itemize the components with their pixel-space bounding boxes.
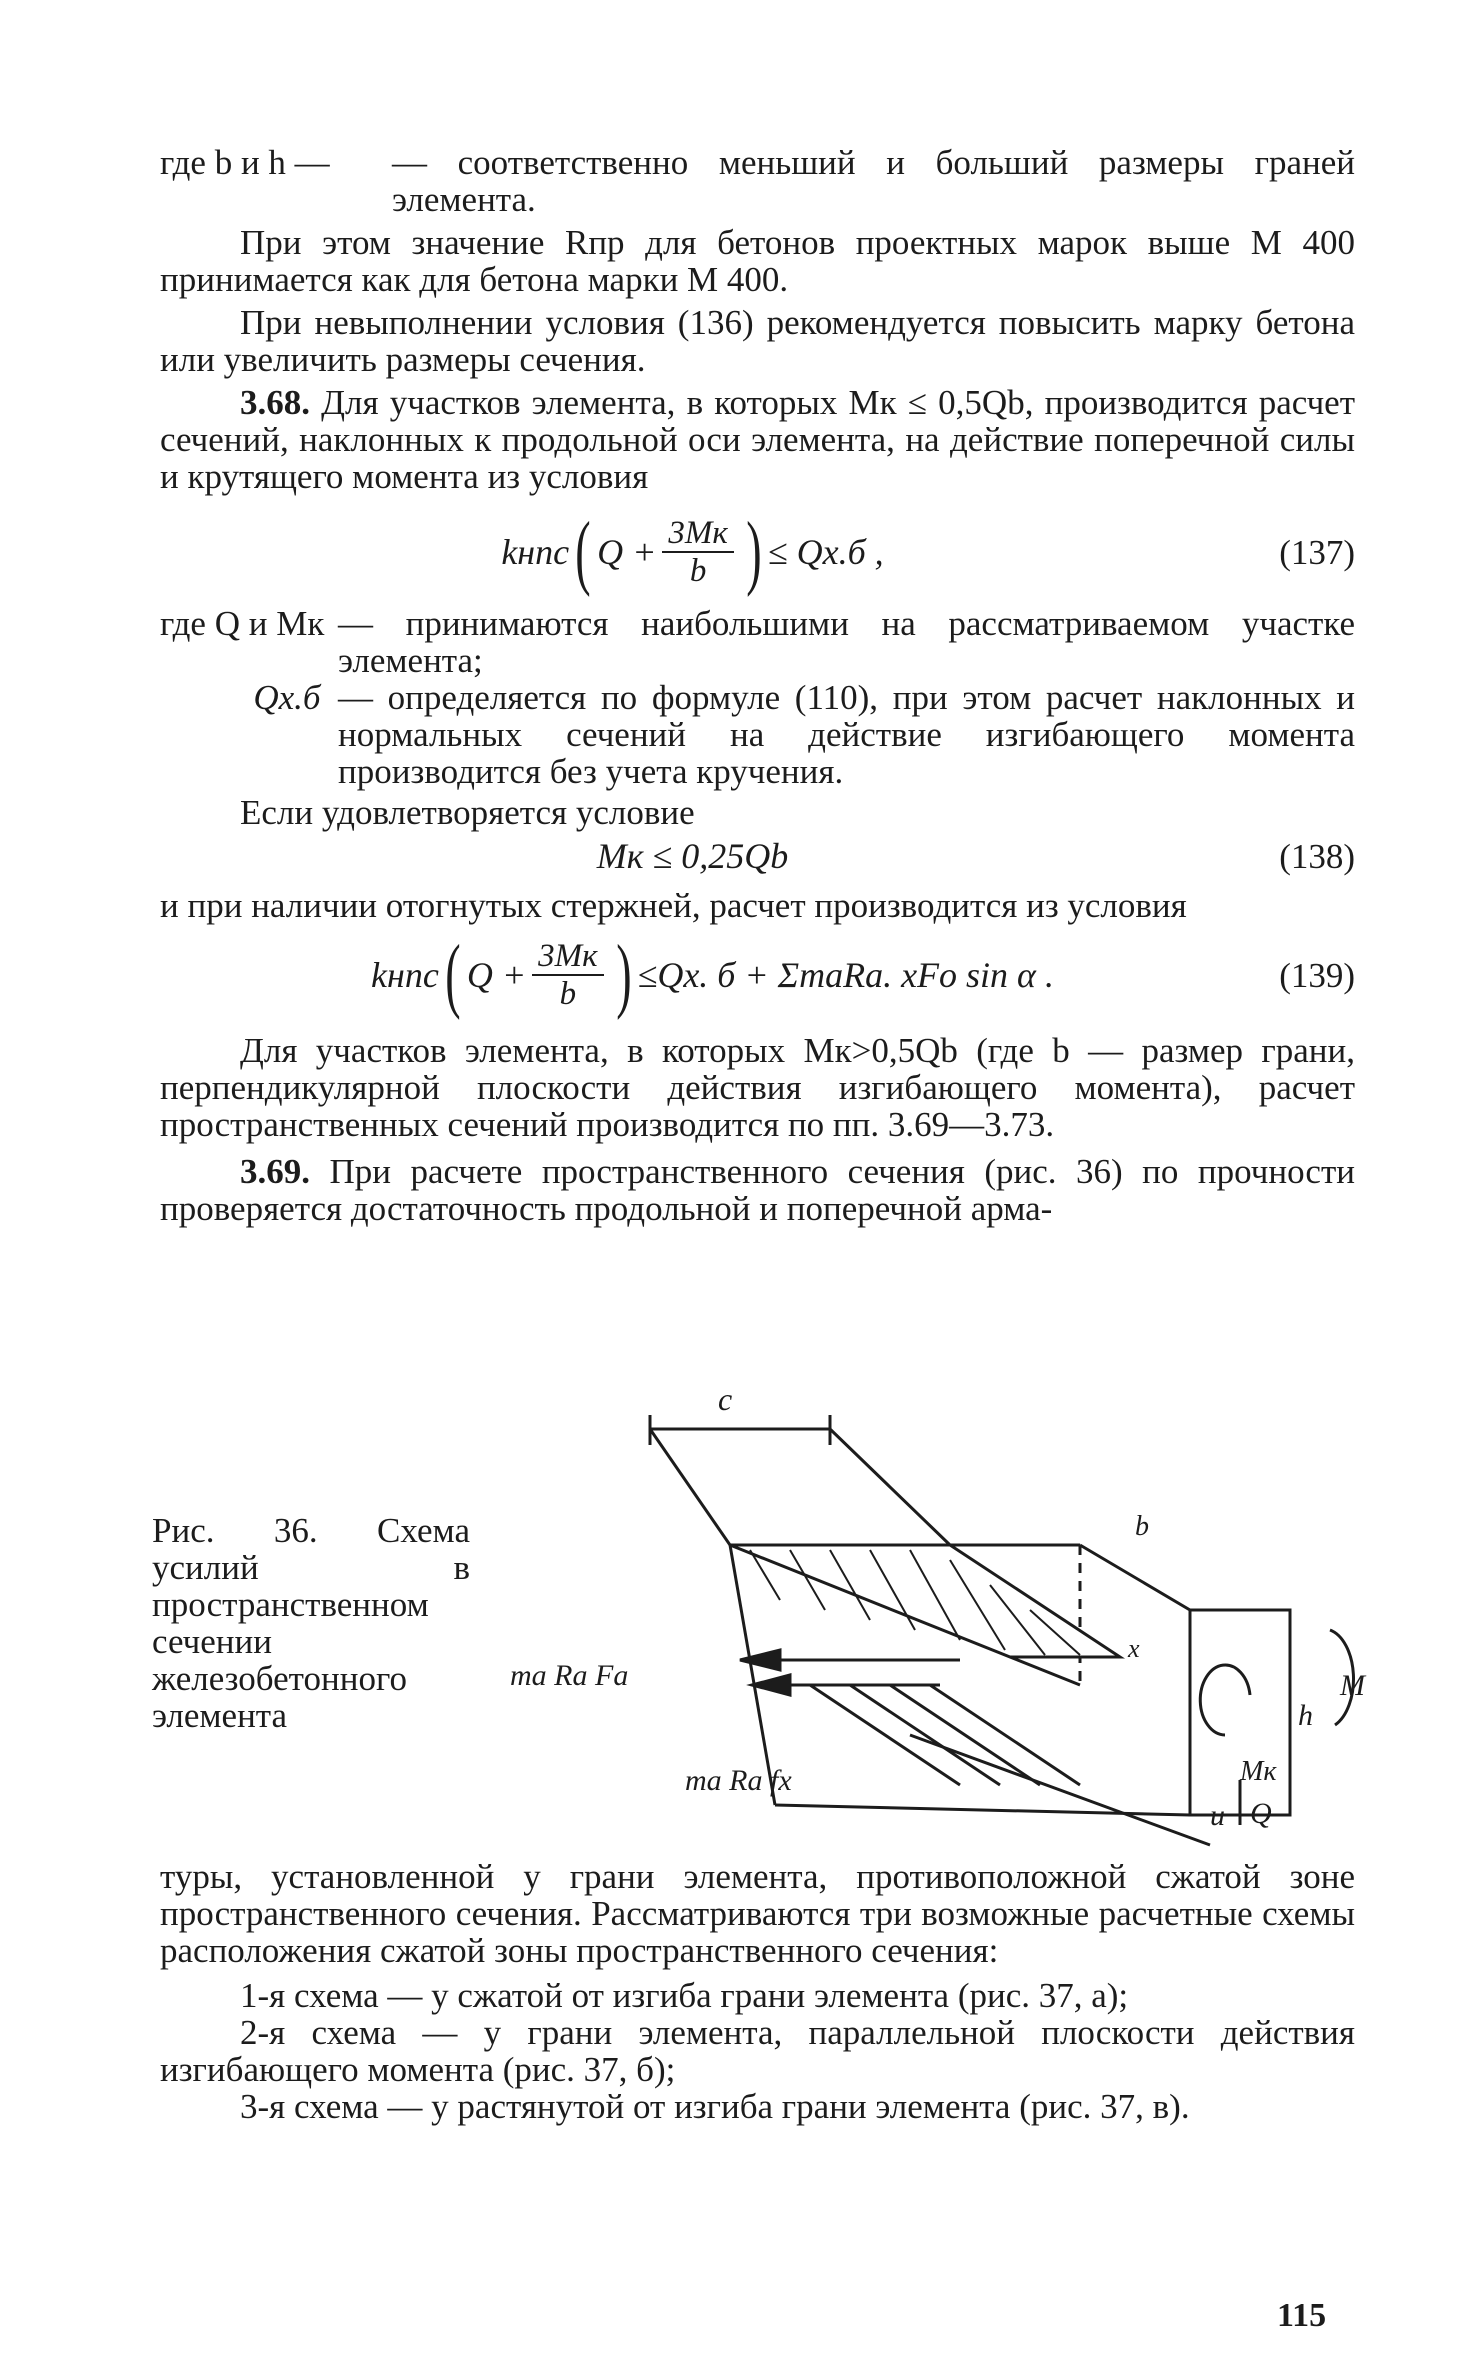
right-paren: ) [746,505,762,598]
scheme-2: 2-я схема — у грани элемента, параллельной плоскости действия изгибающего момента (рис. 37, б); [160,2013,1355,2089]
definition-text: — соответственно меньший и больший размеры граней элемента. [392,143,1355,219]
page-number: 115 [1277,2297,1327,2334]
label-x: x [1128,1634,1140,1663]
section-edge [1010,1657,1080,1685]
clause-number: 3.69. [240,1152,310,1191]
paragraph-spatial-sections: Для участков элемента, в которых Mк>0,5Qb (где b — размер грани, перпендикулярной плоскости действия изгибающего момента), расчет пространственных сечений производится по пп. 3.69—3.73. [160,1031,1355,1144]
fraction-denominator: b [559,976,577,1012]
text-column-lower [160,1858,1355,2125]
equation-number: (138) [1279,836,1355,876]
paragraph-condition-136: При невыполнении условия (136) рекомендуется повысить марку бетона или увеличить размеры сечения. [160,303,1355,379]
left-paren: ( [445,928,461,1021]
paragraph-3-69 [160,1153,1355,1227]
scheme-3: 3-я схема — у растянутой от изгиба грани элемента (рис. 37, в). [240,2087,1190,2126]
fraction-numerator: 3Mк [662,515,733,553]
definition-text: — принимаются наибольшими на рассматриваемом участке элемента; [338,604,1355,680]
definition-b-h [160,144,1355,218]
label-u: u [1210,1799,1225,1832]
definition-label: где b и h — [160,143,330,182]
fraction-denominator: b [689,553,707,589]
clause-text: Для участков элемента, в которых Mк ≤ 0,5Qb, производится расчет сечений, наклонных к продольной оси элемента, на действие поперечной силы и крутящего момента из условия [160,383,1356,496]
label-m: M [1340,1669,1365,1702]
block-edge [650,1429,730,1545]
label-c: c [718,1381,733,1417]
figure-caption: Рис. 36. Схема усилий в пространственном сечении железобетонного элемента [152,1511,470,1735]
fraction [532,938,603,1012]
definition-symbol: Qх.б [253,678,321,717]
formula-139 [160,928,1355,1022]
definition-qxb [160,679,1355,790]
definition-label: где Q и Mк [160,604,325,643]
u-axis-line [910,1735,1210,1845]
formula-right-side: ≤ Qх.б , [767,531,884,572]
formula-term: Q + [466,954,527,995]
label-ma-ra-fx: mа Rа fх [685,1764,792,1797]
clause-text: При расчете пространственного сечения (рис. 36) по прочности проверяется достаточность продольной и поперечной арма- [160,1152,1355,1228]
label-mk: Mк [1240,1756,1277,1787]
definition-label [160,679,338,716]
fraction [662,515,733,589]
compression-zone [730,1545,1120,1657]
equation-number: (137) [1279,532,1355,572]
scheme-1: 1-я схема — у сжатой от изгиба грани элемента (рис. 37, а); [240,1976,1129,2015]
formula-term: Q + [597,531,657,572]
torque-arrow [1200,1665,1250,1735]
formula-137 [160,505,1355,599]
label-h: h [1298,1699,1313,1732]
block-top-right [1080,1545,1290,1610]
text-column [160,144,1355,1227]
stirrups [810,1685,1080,1785]
fraction-numerator: 3Mк [532,938,603,976]
formula-coefficient: kнnc [371,954,439,995]
label-b: b [1135,1511,1149,1542]
paragraph-rpr: При этом значение Rпр для бетонов проектных марок выше М 400 принимается как для бетона марки М 400. [160,223,1355,299]
equation-number: (139) [1279,955,1355,995]
formula-right-side: ≤Qх. б + ΣmаRа. хFо sin α . [637,954,1054,995]
paragraph-3-68 [160,384,1355,495]
definition-q-mk [160,605,1355,679]
paragraph-bent-bars: и при наличии отогнутых стержней, расчет производится из условия [160,886,1187,925]
label-ma-ra-fa: mа Rа Fа [510,1659,629,1692]
block-edge [830,1429,950,1545]
formula-138 [160,831,1355,881]
paragraph-reinforcement: туры, установленной у грани элемента, противоположной сжатой зоне пространственного сечения. Рассматриваются три возможные расчетные схемы расположения сжатой зоны пространственного сечения: [160,1857,1355,1970]
formula-coefficient: kнnc [501,531,570,572]
figure-36-diagram [490,1381,1365,1832]
formula-expression: Mк ≤ 0,25Qb [596,835,789,876]
right-paren: ) [615,928,632,1021]
definition-text: — определяется по формуле (110), при этом расчет наклонных и нормальных сечений на действие изгибающего момента производится без учета кручения. [338,678,1355,791]
force-arrows-ma-ra-fa [740,1650,960,1695]
label-q: Q [1250,1797,1272,1830]
paragraph-if-satisfied: Если удовлетворяется условие [240,793,695,832]
left-paren: ( [575,505,591,598]
clause-number: 3.68. [240,383,310,422]
